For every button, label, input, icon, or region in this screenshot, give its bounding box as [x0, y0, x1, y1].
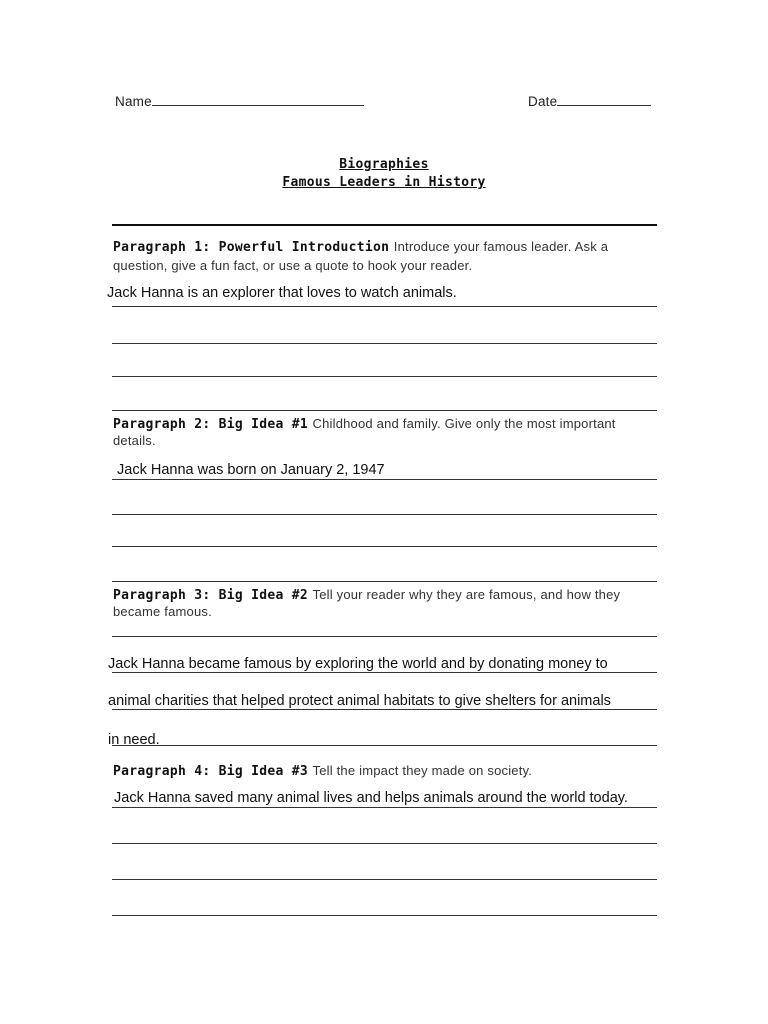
date-blank[interactable] [557, 105, 651, 106]
answer-line[interactable] [112, 915, 657, 916]
paragraph-2-instruction-cont: details. [113, 433, 156, 448]
answer-line[interactable] [112, 546, 657, 547]
answer-line[interactable] [112, 636, 657, 637]
date-field[interactable] [528, 94, 651, 109]
paragraph-1-prompt [113, 238, 673, 256]
paragraph-2-heading: Paragraph 2: Big Idea #1 [113, 417, 309, 432]
answer-line[interactable] [112, 343, 657, 344]
date-label: Date [528, 94, 558, 109]
name-blank[interactable] [152, 105, 364, 106]
paragraph-1-heading: Paragraph 1: Powerful Introduction [113, 240, 390, 255]
paragraph-2-answer[interactable]: Jack Hanna was born on January 2, 1947 [117, 462, 385, 478]
name-label: Name [115, 94, 152, 109]
paragraph-4-prompt [113, 762, 673, 780]
answer-line[interactable] [112, 514, 657, 515]
paragraph-1-instruction: Introduce your famous leader. Ask a [393, 239, 609, 254]
answer-line[interactable] [112, 410, 657, 411]
answer-line[interactable] [112, 745, 657, 746]
answer-line[interactable] [112, 581, 657, 582]
paragraph-3-heading: Paragraph 3: Big Idea #2 [113, 588, 309, 603]
answer-line[interactable] [112, 709, 657, 710]
answer-line[interactable] [112, 843, 657, 844]
paragraph-3-instruction: Tell your reader why they are famous, and how they [312, 587, 621, 602]
paragraph-1-answer[interactable]: Jack Hanna is an explorer that loves to watch animals. [107, 285, 457, 301]
answer-line[interactable] [112, 306, 657, 307]
paragraph-4-answer[interactable]: Jack Hanna saved many animal lives and helps animals around the world today. [114, 790, 628, 806]
paragraph-3-instruction-cont: became famous. [113, 604, 212, 619]
paragraph-4-instruction: Tell the impact they made on society. [312, 763, 533, 778]
paragraph-4-heading: Paragraph 4: Big Idea #3 [113, 764, 309, 779]
title-divider [112, 224, 657, 226]
paragraph-1-instruction-cont: question, give a fun fact, or use a quote to hook your reader. [113, 258, 473, 273]
paragraph-3-answer-line-1[interactable]: Jack Hanna became famous by exploring the world and by donating money to [108, 656, 608, 672]
answer-line[interactable] [112, 807, 657, 808]
worksheet-subtitle: Famous Leaders in History [282, 175, 486, 190]
paragraph-3-prompt [113, 586, 673, 604]
answer-line[interactable] [112, 479, 657, 480]
paragraph-2-prompt [113, 415, 673, 433]
answer-line[interactable] [112, 879, 657, 880]
answer-line[interactable] [112, 376, 657, 377]
paragraph-2-instruction: Childhood and family. Give only the most important [312, 416, 616, 431]
name-field[interactable] [115, 94, 364, 109]
paragraph-3-answer-line-2[interactable]: animal charities that helped protect animal habitats to give shelters for animals [108, 693, 611, 709]
paragraph-3-answer-line-3[interactable]: in need. [108, 732, 160, 748]
worksheet-title: Biographies [339, 157, 429, 172]
answer-line[interactable] [112, 672, 657, 673]
